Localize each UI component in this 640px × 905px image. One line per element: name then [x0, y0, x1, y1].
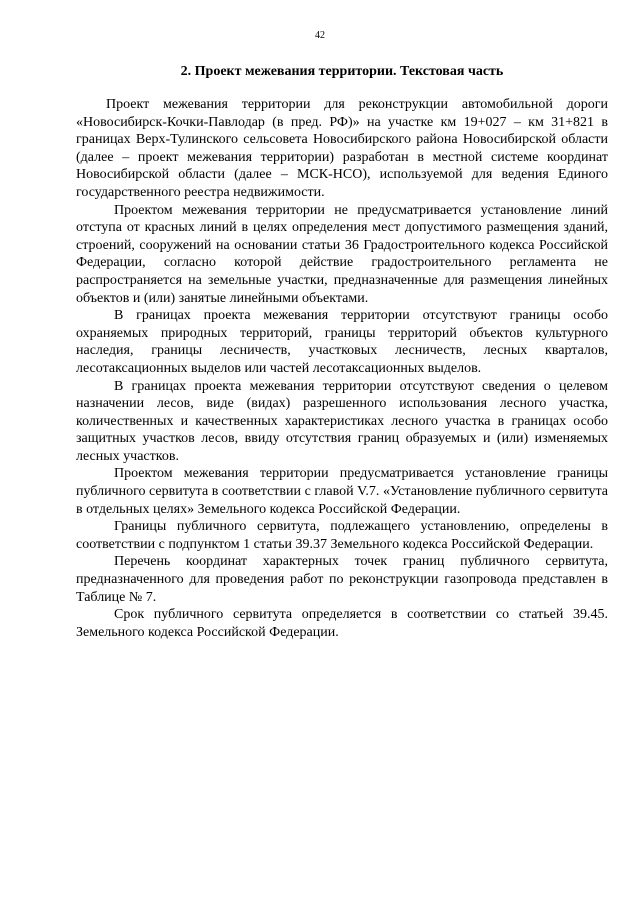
paragraph-setback-lines: Проектом межевания территории не предусматривается установление линий отступа от красных линий в целях определения мест допустимого размещения зданий, строений, сооружений на основании статьи 36 Градостроительного кодекса Российской Федерации, согласно которой действие градостроительного регламента не распространяется на земельные участки, предназначенные для размещения линейных объектов и (или) занятые линейными объектами. [76, 202, 608, 306]
paragraph-servitude-boundaries: Границы публичного сервитута, подлежащего установлению, определены в соответствии с подпунктом 1 статьи 39.37 Земельного кодекса Российской Федерации. [76, 519, 608, 552]
paragraph-public-servitude: Проектом межевания территории предусматривается установление границы публичного сервитута в соответствии с главой V.7. «Установление публичного сервитута в отдельных целях» Земельного кодекса Российской Федерации. [76, 466, 608, 517]
paragraph-project-description: Проект межевания территории для реконструкции автомобильной дороги «Новосибирск-Кочки-Павлодар (в пред. РФ)» на участке км 19+027 – км 31+821 в границах Верх-Тулинского сельсовета Новосибирского района Новосибирской области (далее – проект межевания территории) разработан в местной системе координат Новосибирской области (далее – МСК-НСО), используемой для ведения Единого государственного реестра недвижимости. [76, 97, 608, 200]
paragraph-coordinates-list: Перечень координат характерных точек границ публичного сервитута, предназначенного для проведения работ по реконструкции газопровода представлен в Таблице № 7. [76, 554, 608, 605]
body-text [76, 96, 608, 641]
page-number: 42 [315, 30, 325, 41]
paragraph-servitude-term: Срок публичного сервитута определяется в соответствии со статьей 39.45. Земельного кодекса Российской Федерации. [76, 607, 608, 640]
section-title: 2. Проект межевания территории. Текстовая часть [180, 64, 504, 79]
paragraph-forest-info: В границах проекта межевания территории отсутствуют сведения о целевом назначении лесов, виде (видах) разрешенного использования лесного участка, количественных и качественных характеристиках лесного участка в границах особо защитных участков лесов, ввиду отсутствия границ образуемых и (или) изменяемых лесных участков. [76, 378, 608, 464]
paragraph-protected-areas: В границах проекта межевания территории отсутствуют границы особо охраняемых природных территорий, границы территорий объектов культурного наследия, границы лесничеств, участковых лесничеств, лесных кварталов, лесотаксационных выделов или частей лесотаксационных выделов. [76, 308, 608, 376]
